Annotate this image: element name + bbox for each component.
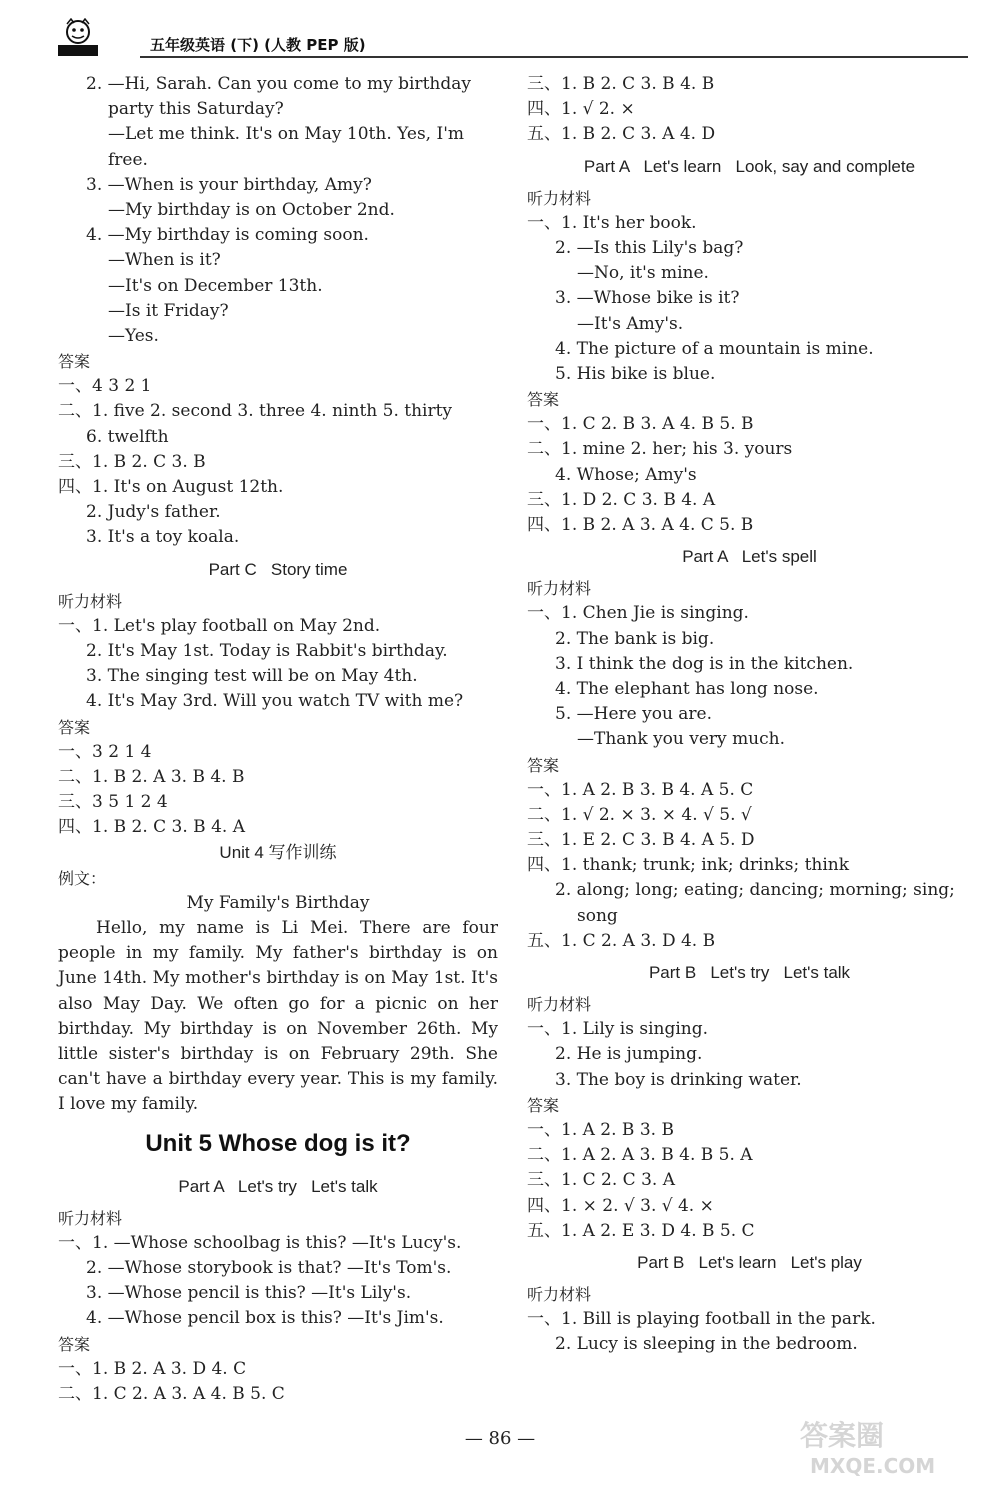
answer-line: 三、1. B 2. C 3. B 4. B [527, 74, 715, 94]
text-line: 一、1. It's her book. [527, 212, 697, 233]
answer-label: 答案 [527, 390, 560, 410]
text-line: 2. The bank is big. [555, 628, 715, 649]
answer-line: 二、1. √ 2. × 3. × 4. √ 5. √ [527, 804, 752, 825]
text-line: 4. The picture of a mountain is mine. [555, 338, 874, 359]
text-line: 一、1. Let's play football on May 2nd. [58, 615, 381, 636]
text-line: 2. He is jumping. [555, 1044, 703, 1065]
answer-line: 2. Judy's father. [86, 502, 221, 523]
section-heading: Part B Let's try Let's talk [648, 963, 851, 982]
answer-line: 三、1. C 2. C 3. A [527, 1170, 675, 1191]
watermark-logo [790, 1413, 980, 1483]
answer-line: 一、1. C 2. B 3. A 4. B 5. B [527, 414, 754, 435]
text-line: free. [108, 149, 148, 170]
answer-line: 二、1. B 2. A 3. B 4. B [58, 766, 245, 787]
answer-line: 二、1. A 2. A 3. B 4. B 5. A [527, 1145, 753, 1166]
text-line: —When is it? [108, 250, 221, 271]
text-line: 2. Lucy is sleeping in the bedroom. [555, 1334, 858, 1355]
text-line: 4. —Whose pencil box is this? —It's Jim's. [86, 1308, 444, 1329]
listening-label: 听力材料 [58, 1208, 123, 1228]
answer-line: 6. twelfth [86, 426, 169, 447]
left-column [58, 72, 498, 1407]
text-line: 一、1. Lily is singing. [527, 1019, 709, 1040]
watermark-line2: MXQE.COM [810, 1454, 936, 1478]
text-line: —Let me think. It's on May 10th. Yes, I'm [108, 124, 464, 145]
answer-line: 四、1. thank; trunk; ink; drinks; think [527, 855, 850, 876]
listening-label: 听力材料 [527, 188, 592, 208]
text-line: —No, it's mine. [577, 263, 709, 284]
text-line: —It's on December 13th. [108, 275, 323, 296]
answer-line: 一、1. A 2. B 3. B 4. A 5. C [527, 779, 754, 800]
answer-line: 三、1. D 2. C 3. B 4. A [527, 489, 716, 510]
answer-line: 一、1. B 2. A 3. D 4. C [58, 1358, 247, 1379]
text-line: party this Saturday? [108, 99, 284, 120]
right-column [527, 72, 972, 1357]
essay-title: My Family's Birthday [186, 892, 370, 913]
answer-line: 四、1. B 2. C 3. B 4. A [58, 817, 245, 838]
watermark-line1: 答案圈 [800, 1419, 885, 1452]
example-label: 例文： [58, 868, 107, 888]
answer-line: 3. It's a toy koala. [86, 527, 240, 548]
answer-line: 二、1. five 2. second 3. three 4. ninth 5. thirty [58, 401, 453, 422]
text-line: 3. The singing test will be on May 4th. [86, 666, 418, 687]
text-line: 4. The elephant has long nose. [555, 678, 819, 699]
text-line: 3. —Whose pencil is this? —It's Lily's. [86, 1283, 412, 1304]
listening-label: 听力材料 [58, 591, 123, 611]
book-title: 五年级英语 (下) (人教 PEP 版) [150, 36, 366, 54]
text-line: 2. —Whose storybook is that? —It's Tom's. [86, 1258, 452, 1278]
answer-label: 答案 [58, 1334, 91, 1354]
answer-line: 四、1. √ 2. × [527, 99, 635, 120]
answer-line: 三、1. E 2. C 3. B 4. A 5. D [527, 830, 755, 851]
listening-label: 听力材料 [527, 995, 592, 1014]
unit-title: Unit 5 Whose dog is it? [145, 1129, 411, 1157]
page-header [40, 16, 970, 60]
answer-line: 五、1. A 2. E 3. D 4. B 5. C [527, 1220, 755, 1241]
text-line: 5. His bike is blue. [555, 363, 716, 384]
text-line: 2. —Is this Lily's bag? [555, 237, 744, 258]
answer-line: 三、1. B 2. C 3. B [58, 451, 206, 472]
section-heading: Unit 4 写作训练 [219, 843, 337, 863]
text-line: 一、1. Chen Jie is singing. [527, 603, 749, 624]
header-rule [140, 56, 968, 58]
answer-label: 答案 [58, 352, 91, 372]
text-line: 3. —When is your birthday, Amy? [86, 174, 372, 195]
text-line: 2. It's May 1st. Today is Rabbit's birthday. [86, 640, 448, 661]
section-heading: Part C Story time [208, 559, 348, 579]
text-line: 4. It's May 3rd. Will you watch TV with me? [86, 691, 464, 712]
listening-label: 听力材料 [527, 1284, 592, 1304]
answer-line: song [577, 905, 618, 926]
text-line: 2. —Hi, Sarah. Can you come to my birthday [86, 74, 471, 94]
answer-line: 一、3 2 1 4 [58, 741, 152, 762]
text-line: —Yes. [108, 325, 159, 346]
answer-label: 答案 [527, 755, 560, 775]
answer-line: 五、1. B 2. C 3. A 4. D [527, 124, 716, 145]
answer-line: 三、3 5 1 2 4 [58, 792, 168, 813]
answer-line: 四、1. It's on August 12th. [58, 477, 284, 497]
text-line: 3. I think the dog is in the kitchen. [555, 653, 854, 674]
text-line: 一、1. —Whose schoolbag is this? —It's Lucy's. [58, 1232, 462, 1253]
answer-label: 答案 [58, 717, 91, 737]
text-line: 4. —My birthday is coming soon. [86, 225, 369, 246]
answer-label: 答案 [527, 1095, 560, 1115]
section-heading: Part A Let's try Let's talk [178, 1176, 378, 1196]
answer-line: 一、1. A 2. B 3. B [527, 1119, 674, 1140]
text-line: —Is it Friday? [108, 300, 229, 321]
listening-label: 听力材料 [527, 579, 592, 599]
section-heading: Part A Let's spell [682, 547, 817, 567]
text-line: 5. —Here you are. [555, 704, 713, 725]
answer-line: 二、1. C 2. A 3. A 4. B 5. C [58, 1383, 285, 1404]
text-line: 3. The boy is drinking water. [555, 1069, 802, 1090]
page-number: — 86 — [464, 1428, 536, 1449]
section-heading: Part B Let's learn Let's play [637, 1252, 862, 1272]
answer-line: 二、1. mine 2. her; his 3. yours [527, 439, 793, 460]
text-line: —It's Amy's. [577, 313, 684, 334]
section-heading: Part A Let's learn Look, say and complete [583, 156, 916, 176]
text-line: 一、1. Bill is playing football in the park. [527, 1309, 876, 1330]
essay-body: Hello, my name is Li Mei. There are four people in my family. My father's birthday is on June 14th. My mother's birthday is on May 1st. It's also May Day. We often go for a picnic on her birthday. My birthday is on November 26th. My little sister's birthday is on February 29th. She can't have a birthday every year. This is my family. I love my family. [58, 918, 498, 1115]
answer-line: 五、1. C 2. A 3. D 4. B [527, 930, 716, 951]
text-line: 3. —Whose bike is it? [555, 288, 740, 309]
answer-line: 4. Whose; Amy's [555, 464, 697, 485]
text-line: —My birthday is on October 2nd. [108, 199, 395, 220]
text-line: —Thank you very much. [577, 729, 786, 750]
answer-line: 四、1. B 2. A 3. A 4. C 5. B [527, 515, 754, 535]
answer-line: 四、1. × 2. √ 3. √ 4. × [527, 1195, 714, 1216]
logo-icon [54, 18, 102, 58]
answer-line: 一、4 3 2 1 [58, 376, 152, 397]
answer-line: 2. along; long; eating; dancing; morning; sing; [555, 880, 955, 901]
